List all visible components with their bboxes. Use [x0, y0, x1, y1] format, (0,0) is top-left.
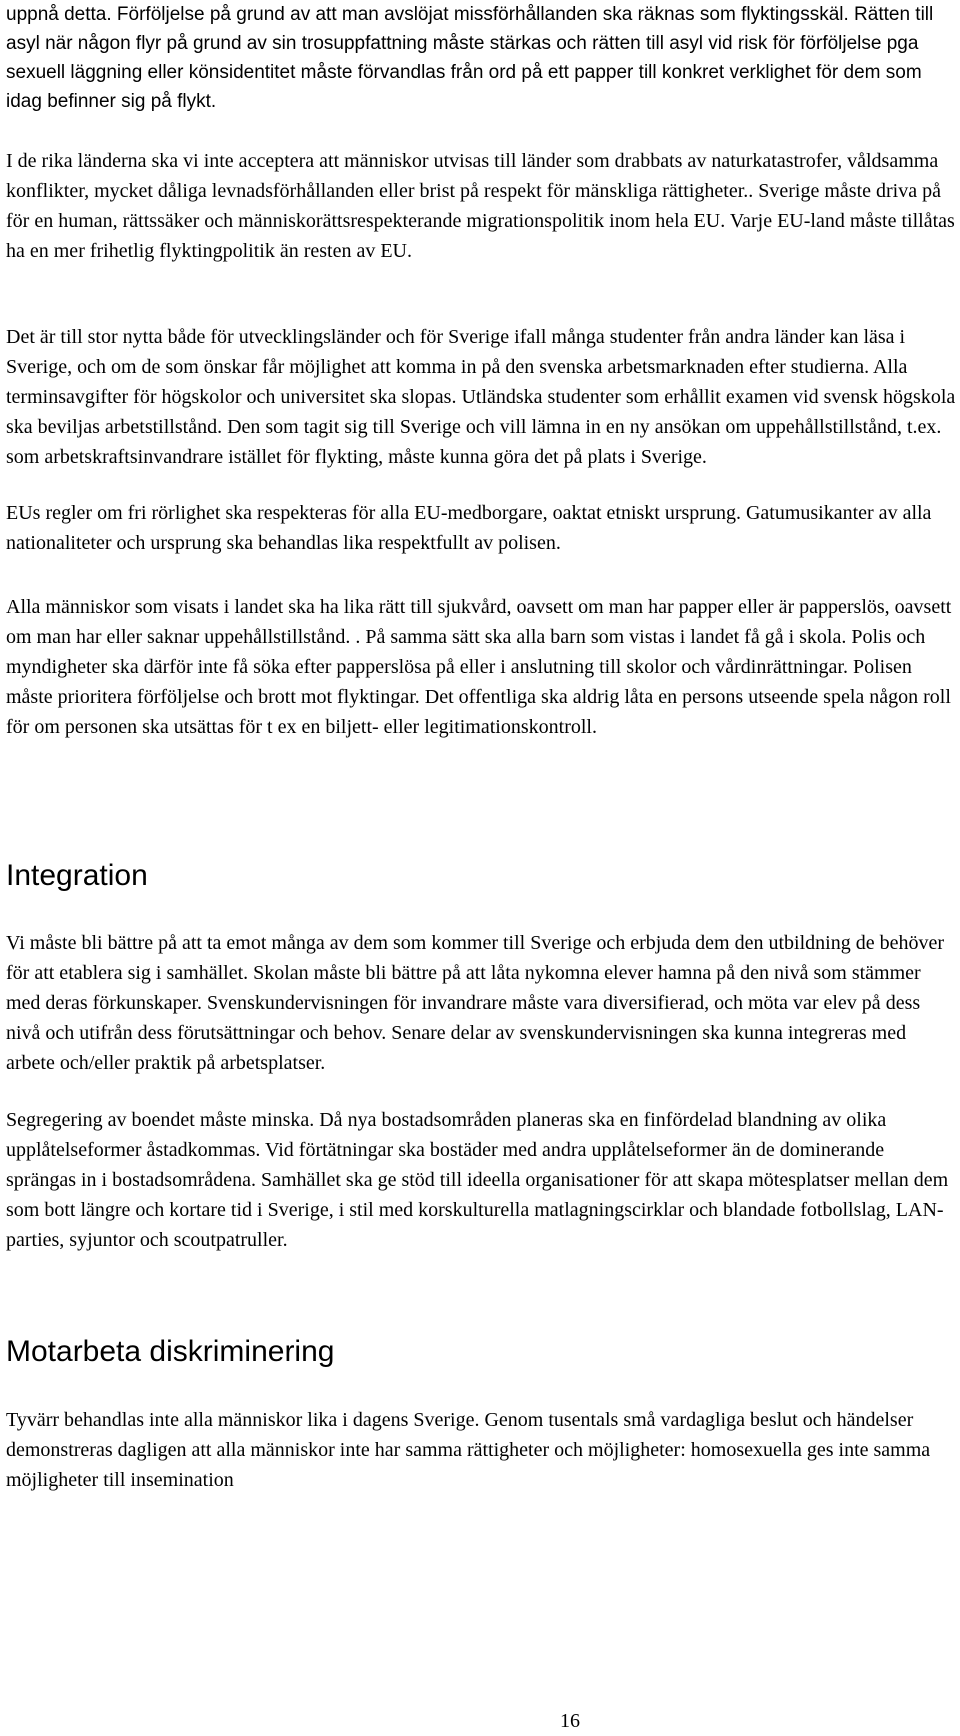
paragraph-students: Det är till stor nytta både för utvecklingsländer och för Sverige ifall många studenter från andra länder kan läsa i Sverige, och om de som önskar får möjlighet att komma in på den svenska arbetsmarknaden efter studierna. Alla terminsavgifter för högskolor och universitet ska slopas. Utländska studenter som erhållit examen vid svensk högskola ska beviljas arbetstillstånd. Den som tagit sig till Sverige och vill lämna in en ny ansökan om uppehållstillstånd, t.ex. som arbetskraftsinvandrare istället för flykting, måste kunna göra det på plats i Sverige.: [6, 326, 956, 468]
paragraph-healthcare-rights: Alla människor som visats i landet ska ha lika rätt till sjukvård, oavsett om man har papper eller är papperslös, oavsett om man har eller saknar uppehållstillstånd. . På samma sätt ska alla barn som vistas i landet få gå i skola. Polis och myndigheter ska därför inte få söka efter papperslösa på eller i anslutning till skolor och vårdinrättningar. Polisen måste prioritera förföljelse och brott mot flyktingar. Det offentliga ska aldrig låta en persons utseende spela någon roll för om personen ska utsättas för t ex en biljett- eller legitimationskontroll.: [6, 596, 952, 738]
section-heading-discrimination: Motarbeta diskriminering: [6, 1335, 335, 1368]
paragraph-integration-housing: Segregering av boendet måste minska. Då nya bostadsområden planeras ska en finfördelad blandning av olika upplåtelseformer åstadkommas. Vid förtätningar ska bostäder med andra upplåtelseformer än de dominerande sprängas in i bostadsområdena. Samhället ska ge stöd till ideella organisationer för att skapa mötesplatser mellan dem som bott längre och kortare tid i Sverige, i stil med korskulturella matlagningscirklar och blandade fotbollslag, LAN-parties, syjuntor och scoutpatruller.: [6, 1109, 949, 1251]
page-number: 16: [560, 1710, 580, 1732]
section-heading-integration: Integration: [6, 859, 148, 892]
paragraph-deportation: I de rika länderna ska vi inte acceptera att människor utvisas till länder som drabbats av naturkatastrofer, våldsamma konflikter, mycket dåliga levnadsförhållanden eller brist på respekt för mänskliga rättigheter.. Sverige måste driva på för en human, rättssäker och människorättsrespekterande migrationspolitik inom hela EU. Varje EU-land måste tillåtas ha en mer frihetlig flyktingpolitik än resten av EU.: [6, 150, 955, 262]
paragraph-integration-education: Vi måste bli bättre på att ta emot många av dem som kommer till Sverige och erbjuda dem den utbildning de behöver för att etablera sig i samhället. Skolan måste bli bättre på att låta nykomna elever hamna på den nivå som stämmer med deras förkunskaper. Svenskundervisningen för invandrare måste vara diversifierad, och möta var elev på dess nivå och utifrån dess förutsättningar och behov. Senare delar av svenskundervisningen ska kunna integreras med arbete och/eller praktik på arbetsplatser.: [6, 932, 944, 1074]
intro-paragraph: uppnå detta. Förföljelse på grund av att man avslöjat missförhållanden ska räknas som flyktingsskäl. Rätten till asyl när någon flyr på grund av sin trosuppfattning måste stärkas och rätten till asyl vid risk för förföljelse pga sexuell läggning eller könsidentitet måste förvandlas från ord på ett papper till konkret verklighet för dem som idag befinner sig på flykt.: [6, 4, 934, 112]
paragraph-discrimination: Tyvärr behandlas inte alla människor lika i dagens Sverige. Genom tusentals små vardagliga beslut och händelser demonstreras dagligen att alla människor inte har samma rättigheter och möjligheter: homosexuella ges inte samma möjligheter till insemination: [6, 1409, 931, 1491]
paragraph-eu-mobility: EUs regler om fri rörlighet ska respekteras för alla EU-medborgare, oaktat etniskt ursprung. Gatumusikanter av alla nationaliteter och ursprung ska behandlas lika respektfullt av polisen.: [6, 502, 932, 554]
